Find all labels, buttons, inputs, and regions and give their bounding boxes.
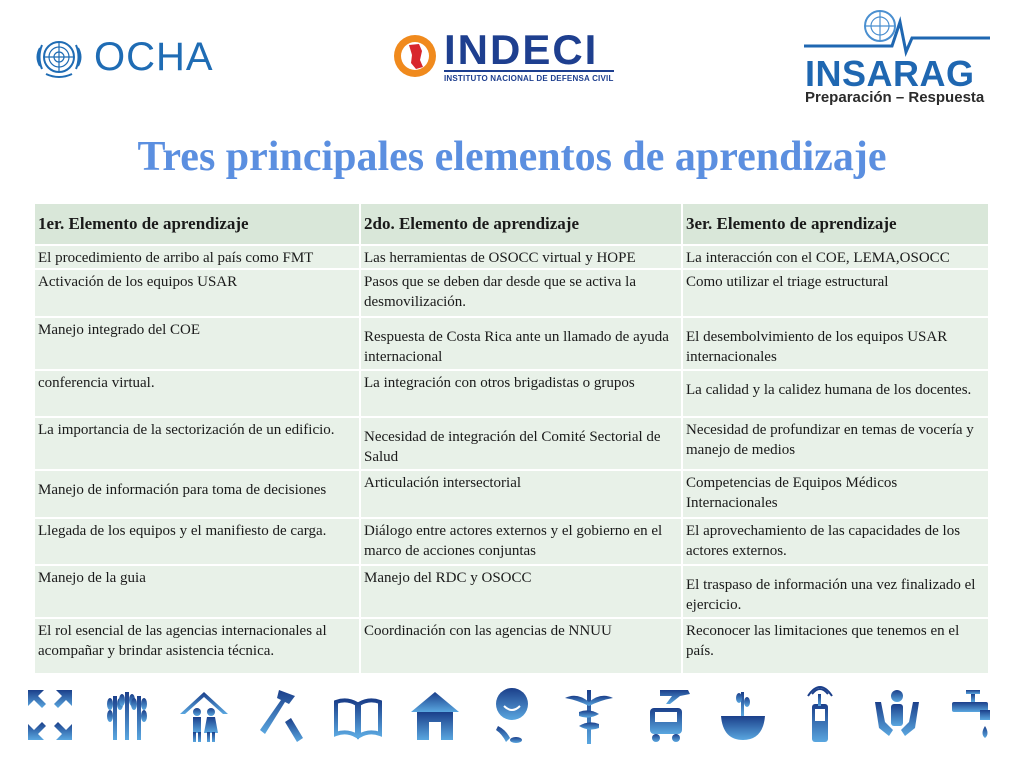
protection-hands-icon: [871, 682, 923, 748]
table-cell: Coordinación con las agencias de NNUU: [360, 618, 682, 674]
indeci-logo-text: INDECI: [444, 25, 599, 73]
table-cell: conferencia virtual.: [34, 370, 360, 418]
food-bowl-icon: [717, 682, 769, 748]
food-security-icon: [101, 682, 153, 748]
insarag-emblem-icon: [802, 8, 992, 58]
table-cell: La importancia de la sectorización de un edificio.: [34, 417, 360, 470]
water-sanitation-icon: [948, 682, 1000, 748]
table-cell: Manejo de la guia: [34, 565, 360, 618]
table-cell: El desembolvimiento de los equipos USAR internacionales: [682, 317, 989, 370]
table-row: [34, 317, 989, 370]
insarag-logo-subtitle: Preparación – Respuesta: [805, 89, 985, 106]
table-cell: La interacción con el COE, LEMA,OSOCC: [682, 245, 989, 269]
table-row: [34, 618, 989, 674]
table-row: [34, 370, 989, 418]
ocha-logo-text: OCHA: [94, 35, 214, 79]
table-cell: El rol esencial de las agencias internacionales al acompañar y brindar asistencia técnica.: [34, 618, 360, 674]
un-emblem-icon: [34, 33, 84, 81]
page-title: Tres principales elementos de aprendizaje: [137, 134, 887, 180]
column-header-2: 2do. Elemento de aprendizaje: [360, 203, 682, 245]
table-cell: Como utilizar el triage estructural: [682, 269, 989, 317]
table-cell: La calidad y la calidez humana de los docentes.: [682, 370, 989, 418]
shelter-family-icon: [178, 682, 230, 748]
indeci-logo: [392, 27, 614, 85]
table-cell: Necesidad de integración del Comité Sectorial de Salud: [360, 417, 682, 470]
indeci-emblem-icon: [392, 27, 438, 85]
table-cell: Competencias de Equipos Médicos Internacionales: [682, 470, 989, 518]
ocha-logo: [34, 33, 214, 81]
early-recovery-tools-icon: [255, 682, 307, 748]
column-header-3: 3er. Elemento de aprendizaje: [682, 203, 989, 245]
table-cell: Llegada de los equipos y el manifiesto de carga.: [34, 518, 360, 566]
table-cell: El aprovechamiento de las capacidades de los actores externos.: [682, 518, 989, 566]
table-row: [34, 518, 989, 566]
logistics-transport-icon: [640, 682, 692, 748]
learning-elements-table: [33, 202, 990, 675]
table-cell: El traspaso de información una vez finalizado el ejercicio.: [682, 565, 989, 618]
table-row: [34, 269, 989, 317]
insarag-logo-text: INSARAG: [805, 53, 975, 94]
indeci-logo-subtitle: INSTITUTO NACIONAL DE DEFENSA CIVIL: [444, 70, 614, 83]
table-cell: Articulación intersectorial: [360, 470, 682, 518]
table-row: [34, 417, 989, 470]
emergency-telecom-icon: [794, 682, 846, 748]
table-cell: Reconocer las limitaciones que tenemos en el país.: [682, 618, 989, 674]
table-cell: El procedimiento de arribo al país como FMT: [34, 245, 360, 269]
table-row: [34, 565, 989, 618]
table-cell: Manejo integrado del COE: [34, 317, 360, 370]
table-cell: Manejo del RDC y OSOCC: [360, 565, 682, 618]
table-cell: Activación de los equipos USAR: [34, 269, 360, 317]
insarag-logo: [802, 8, 992, 108]
table-cell: La integración con otros brigadistas o grupos: [360, 370, 682, 418]
cluster-icons-row: [24, 680, 1000, 750]
table-cell: Las herramientas de OSOCC virtual y HOPE: [360, 245, 682, 269]
education-book-icon: [332, 682, 384, 748]
table-cell: Diálogo entre actores externos y el gobierno en el marco de acciones conjuntas: [360, 518, 682, 566]
table-cell: Pasos que se deben dar desde que se activa la desmovilización.: [360, 269, 682, 317]
table-header-row: [34, 203, 989, 245]
coordination-arrows-icon: [24, 682, 76, 748]
table-cell: Manejo de información para toma de decisiones: [34, 470, 360, 518]
nutrition-icon: [486, 682, 538, 748]
table-row: [34, 470, 989, 518]
table-row: [34, 245, 989, 269]
emergency-shelter-icon: [409, 682, 461, 748]
table-cell: Necesidad de profundizar en temas de vocería y manejo de medios: [682, 417, 989, 470]
health-caduceus-icon: [563, 682, 615, 748]
column-header-1: 1er. Elemento de aprendizaje: [34, 203, 360, 245]
table-cell: Respuesta de Costa Rica ante un llamado de ayuda internacional: [360, 317, 682, 370]
